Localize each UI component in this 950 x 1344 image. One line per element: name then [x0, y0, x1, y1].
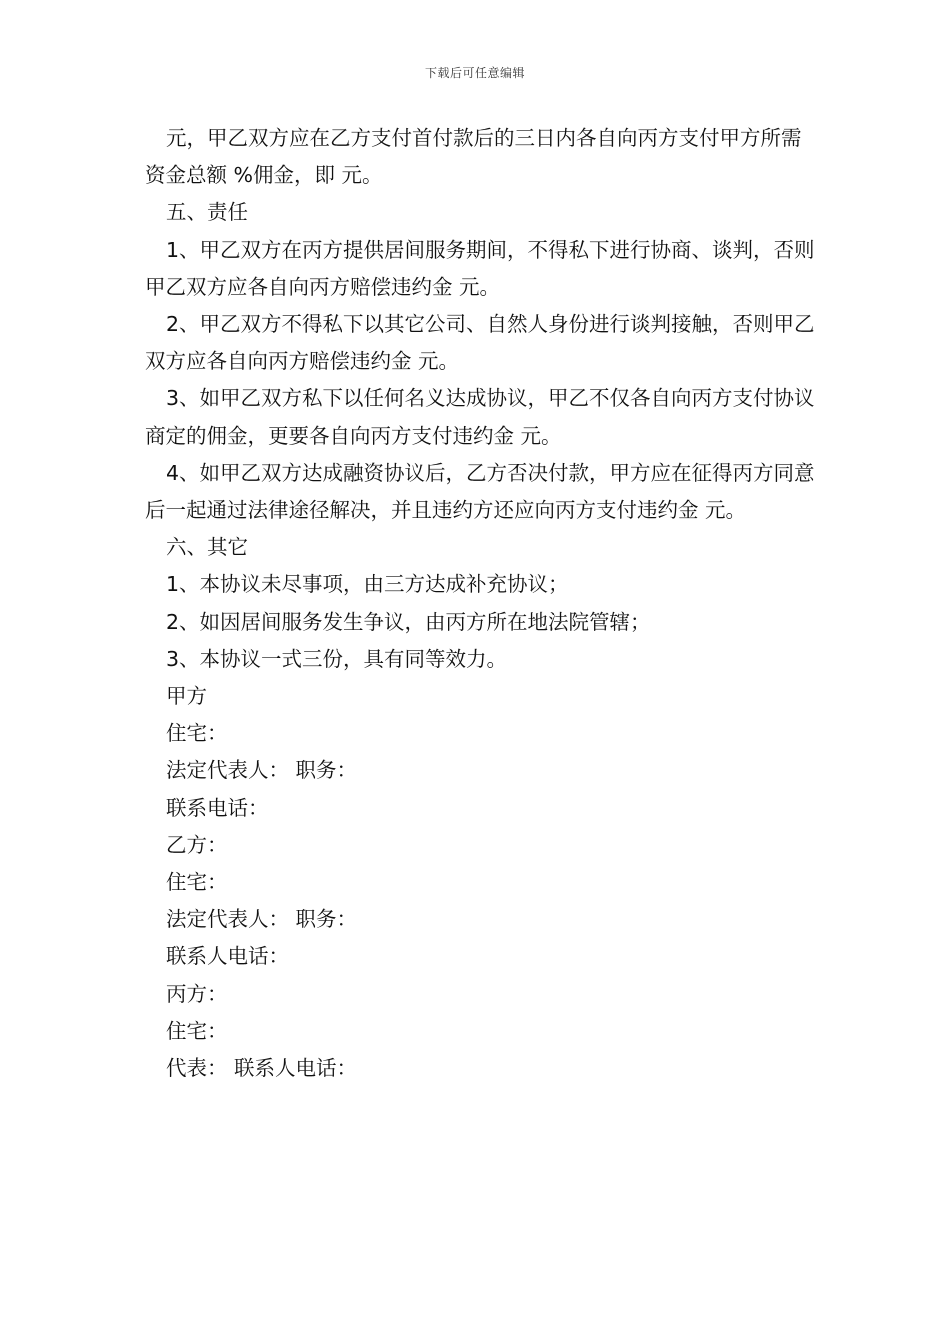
liability-item-3: 3、如甲乙双方私下以任何名义达成协议，甲乙不仅各自向丙方支付协议商定的佣金，更要各自向丙方支付违约金 元。 — [145, 386, 815, 448]
party-b-label: 乙方： — [166, 832, 228, 857]
party-c-label: 丙方： — [166, 981, 228, 1006]
party-b-residence: 住宅： — [166, 870, 228, 895]
party-c-representative: 代表： 联系人电话： — [166, 1056, 358, 1081]
page-header-note: 下载后可任意编辑 — [424, 66, 525, 80]
liability-item-1: 1、甲乙双方在丙方提供居间服务期间，不得私下进行协商、谈判，否则甲乙双方应各自向丙方赔偿违约金 元。 — [145, 237, 815, 299]
clause-commission-payment: 元，甲乙双方应在乙方支付首付款后的三日内各自向丙方支付甲方所需资金总额 %佣金，即 元。 — [145, 126, 802, 188]
party-a-label: 甲方 — [166, 684, 207, 709]
liability-item-2: 2、甲乙双方不得私下以其它公司、自然人身份进行谈判接触，否则甲乙双方应各自向丙方赔偿违约金 元。 — [145, 312, 815, 374]
other-item-1: 1、本协议未尽事项，由三方达成补充协议； — [166, 572, 569, 597]
party-a-residence: 住宅： — [166, 721, 228, 746]
other-item-2: 2、如因居间服务发生争议，由丙方所在地法院管辖； — [166, 609, 651, 634]
party-a-legal-rep: 法定代表人： 职务： — [166, 758, 358, 783]
party-b-contact-phone: 联系人电话： — [166, 944, 289, 969]
section-heading-liability: 五、责任 — [166, 200, 248, 225]
document-body — [145, 120, 815, 1087]
party-a-phone: 联系电话： — [166, 795, 269, 820]
liability-item-4: 4、如甲乙双方达成融资协议后，乙方否决付款，甲方应在征得丙方同意后一起通过法律途径解决，并且违约方还应向丙方支付违约金 元。 — [145, 460, 815, 523]
section-heading-other: 六、其它 — [166, 535, 248, 560]
party-b-legal-rep: 法定代表人： 职务： — [166, 907, 358, 932]
party-c-residence: 住宅： — [166, 1018, 228, 1043]
other-item-3: 3、本协议一式三份，具有同等效力。 — [166, 646, 508, 671]
